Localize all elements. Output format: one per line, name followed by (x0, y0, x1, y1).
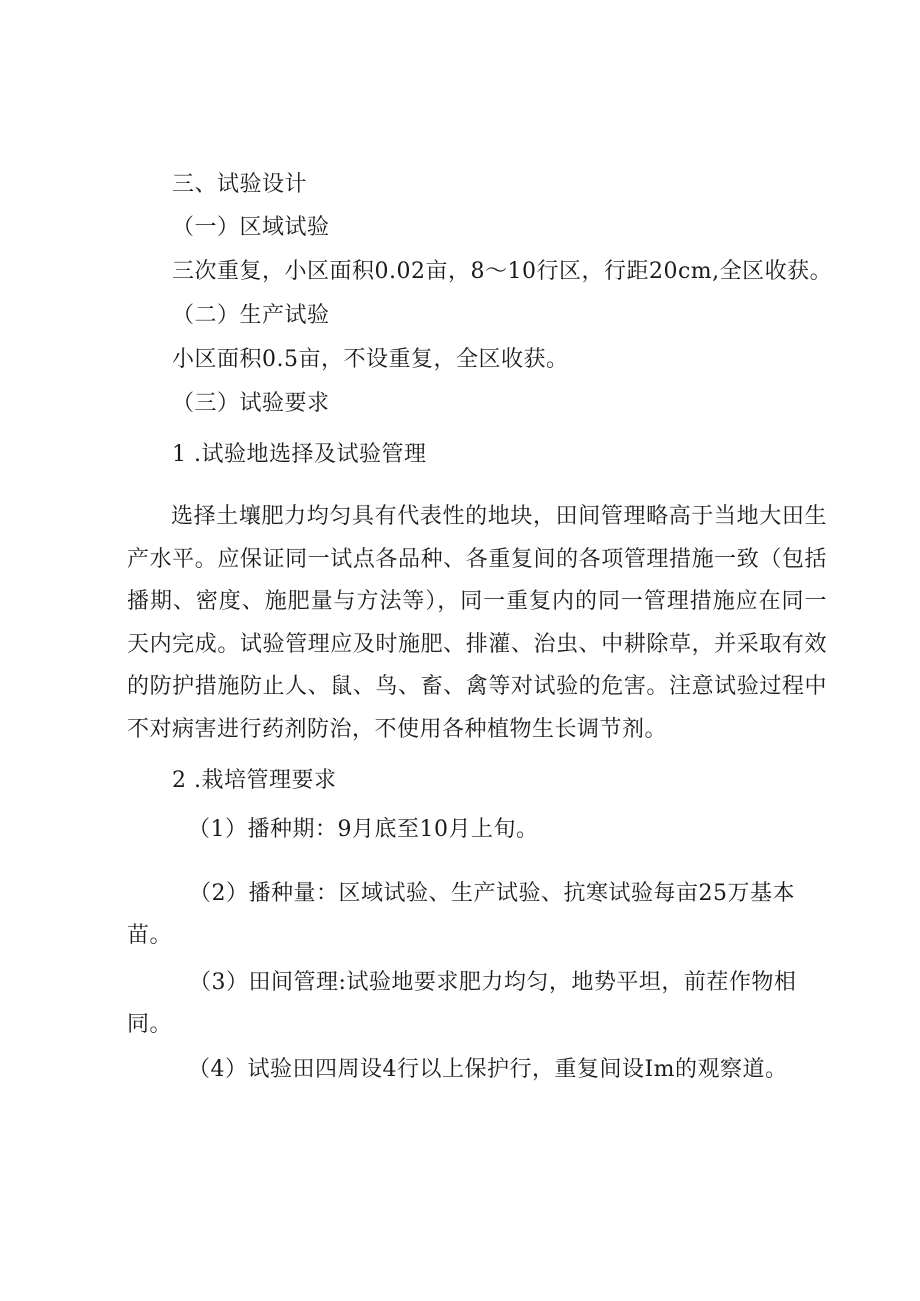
item1-title: 1 .试验地选择及试验管理 (172, 442, 427, 467)
production-trial-text: 小区面积0.5亩，不设重复，全区收获。 (172, 347, 569, 372)
subheading-trial-requirements: （三）试验要求 (172, 391, 330, 416)
item1-paragraph: 选择土壤肥力均匀具有代表性的地块，田间管理略高于当地大田生产水平。应保证同一试点各品种、各重复间的各项管理措施一致（包括播期、密度、施肥量与方法等），同一重复内的同一管理措施应在同一天内完成。试验管理应及时施肥、排灌、治虫、中耕除草，并采取有效的防护措施防止人、鼠、鸟、畜、禽等对试验的危害。注意试验过程中不对病害进行药剂防治，不使用各种植物生长调节剂。 (127, 504, 827, 742)
item2-title: 2 .栽培管理要求 (172, 768, 337, 793)
requirement-protection-rows: （4）试验田四周设4行以上保护行，重复间设Im的观察道。 (188, 1057, 788, 1082)
subheading-regional-trial: （一）区域试验 (172, 215, 330, 240)
requirement-sowing-date: （1）播种期：9月底至10月上旬。 (188, 817, 539, 842)
section-heading-design: 三、试验设计 (172, 172, 308, 197)
subheading-production-trial: （二）生产试验 (172, 303, 330, 328)
requirement-sowing-rate: （2）播种量：区域试验、生产试验、抗寒试验每亩25万基本苗。 (127, 881, 795, 948)
requirement-field-management: （3）田间管理:试验地要求肥力均匀，地势平坦，前茬作物相同。 (127, 970, 797, 1037)
regional-trial-text: 三次重复，小区面积0.02亩，8～10行区，行距20cm,全区收获。 (172, 259, 833, 284)
